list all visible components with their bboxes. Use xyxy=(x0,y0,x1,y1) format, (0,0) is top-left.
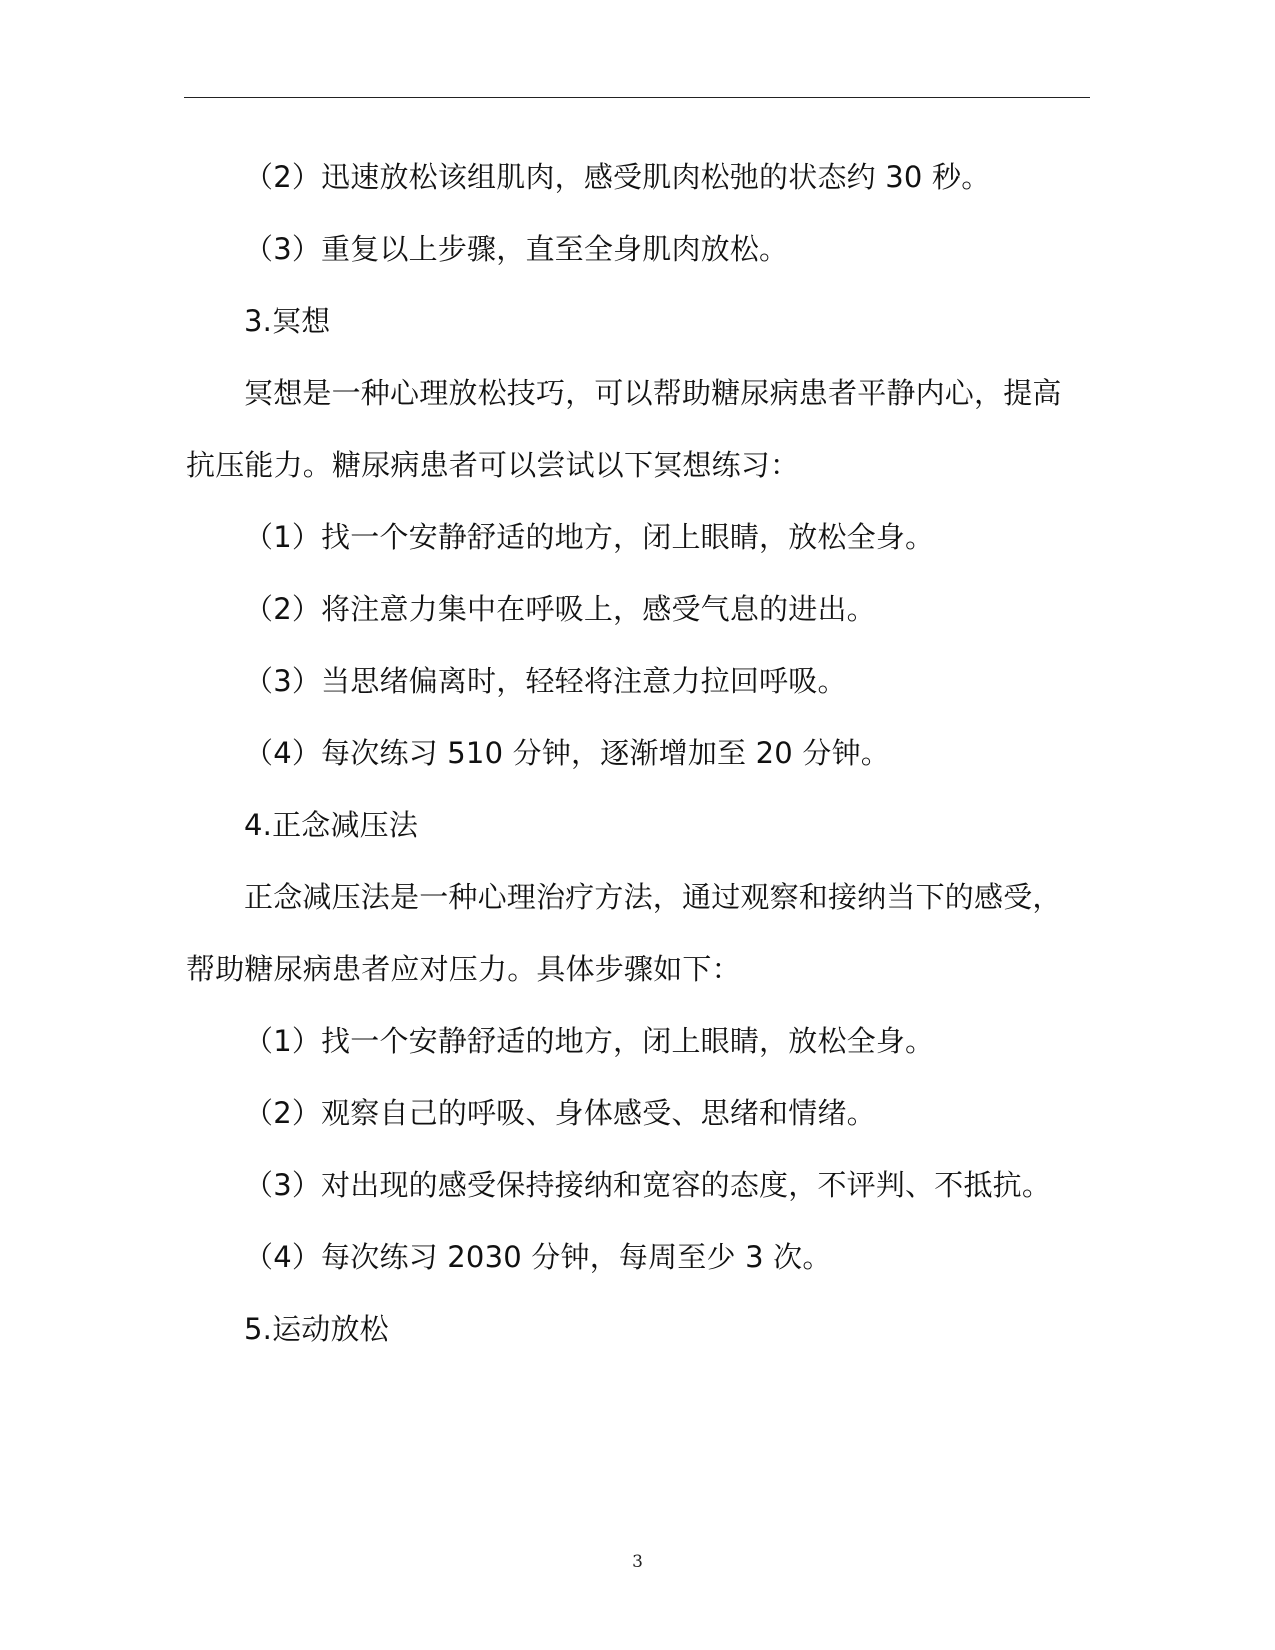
list-item: （3）当思绪偏离时，轻轻将注意力拉回呼吸。 xyxy=(244,664,847,698)
section-heading: 4.正念减压法 xyxy=(244,808,419,842)
list-item: （1）找一个安静舒适的地方，闭上眼睛，放松全身。 xyxy=(244,1024,935,1058)
paragraph-line: 帮助糖尿病患者应对压力。具体步骤如下： xyxy=(186,952,741,986)
list-item: （4）每次练习 510 分钟，逐渐增加至 20 分钟。 xyxy=(244,736,890,770)
paragraph-line: 正念减压法是一种心理治疗方法，通过观察和接纳当下的感受， xyxy=(244,880,1062,914)
list-item: （3）对出现的感受保持接纳和宽容的态度，不评判、不抵抗。 xyxy=(244,1168,1052,1202)
page-number: 3 xyxy=(632,1552,643,1572)
list-item: （3）重复以上步骤，直至全身肌肉放松。 xyxy=(244,232,789,266)
list-item: （2）观察自己的呼吸、身体感受、思绪和情绪。 xyxy=(244,1096,876,1130)
section-heading: 3.冥想 xyxy=(244,304,331,338)
list-item: （2）将注意力集中在呼吸上，感受气息的进出。 xyxy=(244,592,876,626)
header-rule xyxy=(184,97,1090,98)
section-heading: 5.运动放松 xyxy=(244,1312,389,1346)
paragraph-line: 冥想是一种心理放松技巧，可以帮助糖尿病患者平静内心，提高 xyxy=(244,376,1062,410)
paragraph-line: 抗压能力。糖尿病患者可以尝试以下冥想练习： xyxy=(186,448,800,482)
list-item: （2）迅速放松该组肌肉，感受肌肉松弛的状态约 30 秒。 xyxy=(244,160,991,194)
list-item: （1）找一个安静舒适的地方，闭上眼睛，放松全身。 xyxy=(244,520,935,554)
list-item: （4）每次练习 2030 分钟，每周至少 3 次。 xyxy=(244,1240,832,1274)
